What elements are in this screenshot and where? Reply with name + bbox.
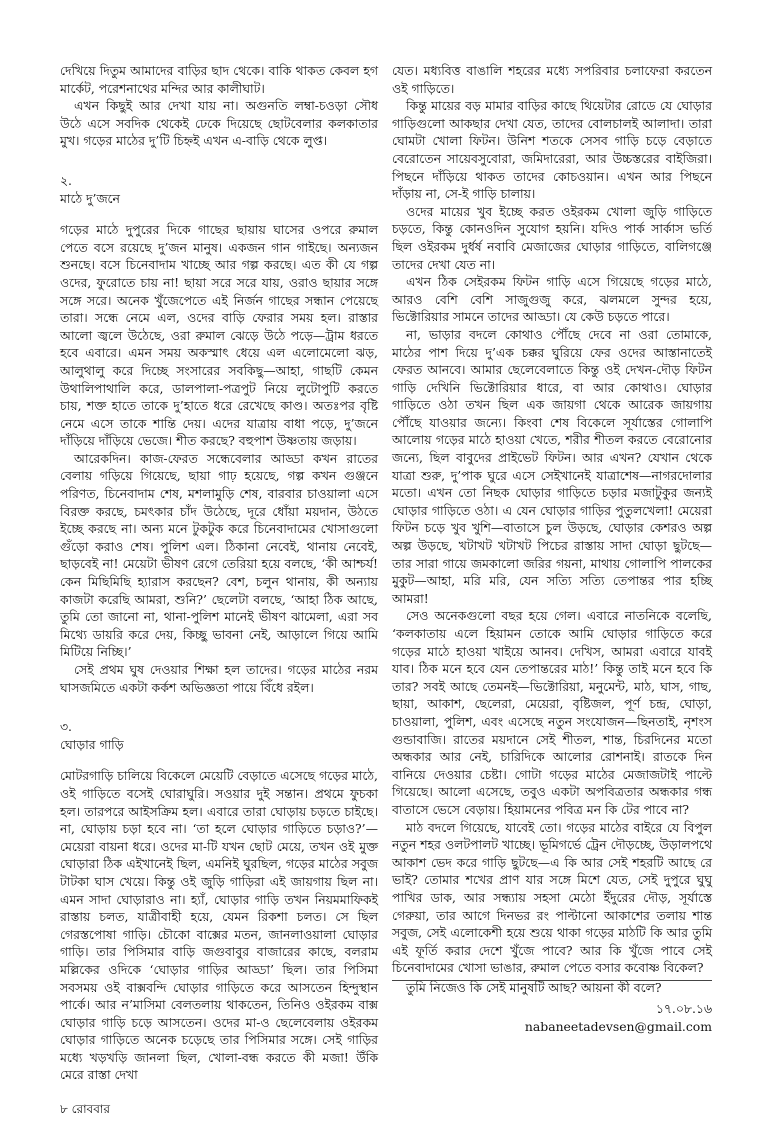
section-title: মাঠে দু’জনে — [60, 190, 120, 206]
section-number: ২. — [60, 172, 72, 188]
paragraph: গড়ের মাঠে দুপুরের দিকে গাছের ছায়ায় ঘাসের ওপরে রুমাল পেতে বসে রয়েছে দু’জন মানুষ। একজন গান গাইছে। অন্যজন শুনছে। বসে চিনেবাদাম খাচ্ছে আর গল্প করছে। এত কী যে গল্প ওদের, ফুরোতে চায় না! ছায়া সরে সরে যায়, ওরাও ছায়ার সঙ্গে সঙ্গে সরে। অনেক খুঁজেপেতে এই নির্জন গাছের সন্ধান পেয়েছে তারা। সন্ধে নেমে এল, ওদের বাড়ি ফেরার সময় হল। রাস্তার আলো জ্বলে উঠেছে, ওরা রুমাল ঝেড়ে উঠে পড়ে—ট্রাম ধরতে হবে এবারে। এমন সময় অকস্মাৎ ধেয়ে এল এলোমেলো ঝড়, আলুথালু করে দিচ্ছে সংসারের সবকিছু—আহা, গাছটি কেমন উথালিপাথালি করে, ডালপালা-পত্রপুট নিয়ে লুটোপুটি করতে চায়, শক্ত হাতে তাকে দু’হাতে ধরে রেখেছে কাণ্ড। অতঃপর বৃষ্টি নেমে এসে তাকে শান্তি দেয়। এদের যাত্রায় বাধা পড়ে, দু’জনে দাঁড়িয়ে দাঁড়িয়ে ভেজে। শীত করছে? বহুপাশ উষ্ণতায় জড়ায়। — [60, 222, 378, 449]
paragraph: না, ভাড়ার বদলে কোথাও পৌঁছে দেবে না ওরা তোমাকে, মাঠের পাশ দিয়ে দু’এক চক্কর ঘুরিয়ে ফের ওদের আস্তানাতেই ফেরত আনবে। আমার ছেলেবেলাতে কিন্তু ওই দেখন-দৌড় ফিটন গাড়ি দেখিনি ভিক্টোরিয়ার ধারে, বা আর কোথাও। ঘোড়ার গাড়িতে ওঠা তখন ছিল এক জায়গা থেকে আরেক জায়গায় পৌঁছে যাওয়ার জন্যে। কিংবা শেষ বিকেলে সূর্যাস্তের গোলাপি আলোয় গড়ের মাঠে হাওয়া খেতে, শরীর শীতল করতে বেরোনোর জন্যে, ছিল বাবুদের প্রাইভেট ফিটন। আর এখন? যেখান থেকে যাত্রা শুরু, দু’পাক ঘুরে এসে সেইখানেই যাত্রাশেষ—নাগরদোলার মতো। এখন তো নিছক ঘোড়ার গাড়িতে চড়ার মজাটুকুর জন্যই ঘোড়ার গাড়িতে ওঠা। এ যেন ঘোড়ার গাড়ির পুতুলখেলা! মেয়েরা ফিটন চড়ে খুব খুশি—বাতাসে চুল উড়ছে, ঘোড়ার কেশরও অল্প অল্প উড়ছে, খটাখট খটাখট পিচের রাস্তায় সাদা ঘোড়া ছুটছে—তার সারা গায়ে জমকালো জরির গয়না, মাথায় গোলাপি পালকের মুকুট—আহা, মরি মরি, যেন সত্যি সত্যি তেপান্তর পার হচ্ছি আমরা! — [392, 326, 712, 606]
paragraph: দেখিয়ে দিতুম আমাদের বাড়ির ছাদ থেকে। বাকি থাকত কেবল হগ মার্কেট, পরেশনাথের মন্দির আর কালীঘাট। — [60, 63, 378, 96]
paragraph: এখন কিছুই আর দেখা যায় না। অগুনতি লম্বা-চওড়া সৌধ উঠে এসে সবদিক থেকেই ঢেকে দিয়েছে ছোটবেলার কলকাতার মুখ। গড়ের মাঠের দু’টি চিহ্নই এখন এ-বাড়ি থেকে লুপ্ত। — [60, 98, 378, 149]
paragraph: মাঠ বদলে গিয়েছে, যাবেই তো। গড়ের মাঠের বাইরে যে বিপুল নতুন শহর ওলটপালট খাচ্ছে। ভূমিগর্ভে ট্রেন দৌড়চ্ছে, উড়ালপথে আকাশ ভেদ করে গাড়ি ছুটছে—এ কি আর সেই শহরটি আছে রে ভাই? তোমার শখের প্রাণ যার সঙ্গে মিশে যেত, সেই দুপুরে ঘুঘু পাখির ডাক, আর সন্ধ্যায় সহসা মেঠো ইঁদুরের দৌড়, সূর্যাস্তে গেরুয়া, তার আগে দিনভর রং পাল্টানো আকাশের তলায় শান্ত সবুজ, সেই এলোকেশী হয়ে শুয়ে থাকা গড়ের মাঠটি কি আর তুমি এই ফূর্তি করার দেশে খুঁজে পাবে? আর কি খুঁজে পাবে সেই চিনেবাদামের খোসা ভাঙার, রুমাল পেতে বসার কবোষ্ণ বিকেল? — [392, 819, 712, 976]
paragraph: এখন ঠিক সেইরকম ফিটন গাড়ি এসে গিয়েছে গড়ের মাঠে, আরও বেশি বেশি সাজুগুজু করে, ঝলমলে সুন্দর হয়ে, ভিক্টোরিয়ার সামনে তাদের আড্ডা। যে কেউ চড়তে পারে। — [392, 274, 712, 325]
left-column — [60, 62, 378, 1084]
article-date: ১৭.০৮.১৬ — [655, 1001, 712, 1017]
paragraph: সেই প্রথম ঘুষ দেওয়ার শিক্ষা হল তাদের। গড়ের মাঠের নরম ঘাসজমিতে একটা কর্কশ অভিজ্ঞতা পায়ে বিঁধে রইল। — [60, 662, 378, 695]
divider — [392, 980, 712, 981]
right-column — [392, 62, 712, 1036]
section-number: ৩. — [60, 719, 72, 735]
paragraph: কিন্তু মায়ের বড় মামার বাড়ির কাছে থিয়েটার রোডে যে ঘোড়ার গাড়িগুলো আকছার দেখা যেত, তাদের বোলচালই আলাদা। তারা ঘোমটা খোলা ফিটন। উনিশ শতকে সেসব গাড়ি চড়ে বেড়াতে বেরোতেন সায়েবসুবোরা, জমিদারেরা, আর উচ্চস্তরের বাইজিরা। পিছনে দাঁড়িয়ে থাকত তাদের কোচওয়ান। এখন আর পিছনে দাঁড়ায় না, সে-ই গাড়ি চালায়। — [392, 98, 712, 202]
author-email: nabaneetadevsen@gmail.com — [524, 1019, 712, 1035]
paragraph: ওদের মায়ের খুব ইচ্ছে করত ওইরকম খোলা জুড়ি গাড়িতে চড়তে, কিন্তু কোনওদিন সুযোগ হয়নি। যদিও পার্ক সার্কাস ভর্তি ছিল ওইরকম দুর্ধর্ষ নবাবি মেজাজের ঘোড়ার গাড়িতে, বালিগঞ্জে তাদের দেখা যেত না। — [392, 203, 712, 272]
closing-block — [392, 979, 712, 997]
paragraph: আরেকদিন। কাজ-ফেরত সন্ধেবেলার আড্ডা কখন রাতের বেলায় গড়িয়ে গিয়েছে, ছায়া গাঢ় হয়েছে, গল্প কখন গুঞ্জনে পরিণত, চিনেবাদাম শেষ, মশলামুড়ি শেষ, বারবার চাওয়ালা এসে বিরক্ত করছে, চমৎকার চাঁদ উঠেছে, দূরে ধোঁয়া ময়দান, উঠতে ইচ্ছে করছে না। অন্য মনে টুকটুক করে চিনেবাদামের খোসাগুলো গুঁড়ো করাও শেষ। পুলিশ এল। ঠিকানা নেবেই, থানায় নেবেই, ছাড়বেই না! মেয়েটা ভীষণ রেগে তেরিয়া হয়ে বলছে, ‘কী আশ্চর্য! কেন মিছিমিছি হ্যারাস করছেন? বেশ, চলুন থানায়, কী অন্যায় কাজটা করেছি আমরা, শুনি?’ ছেলেটা বলছে, ‘আহা ঠিক আছে, তুমি তো জানো না, থানা-পুলিশ মানেই ভীষণ ঝামেলা, এরা সব মিথ্যে ডায়রি করে দেয়, কিচ্ছু ভাবনা নেই, আড়ালে গিয়ে আমি মিটিয়ে নিচ্ছি।’ — [60, 450, 378, 660]
paragraph: সেও অনেকগুলো বছর হয়ে গেল। এবারে নাতনিকে বলেছি, ‘কলকাতায় এলে হিয়ামন তোকে আমি ঘোড়ার গাড়িতে করে গড়ের মাঠে হাওয়া খাইয়ে আনব। দেখিস, আমরা এবারে যাবই যাব। ঠিক মনে হবে যেন তেপান্তরের মাঠ!’ কিন্তু তাই মনে হবে কি তার? সবই আছে তেমনই—ভিক্টোরিয়া, মনুমেন্ট, মাঠ, ঘাস, গাছ, ছায়া, আকাশ, ছেলেরা, মেয়েরা, বৃষ্টিজল, পূর্ণ চন্দ্র, ঘোড়া, চাওয়ালা, পুলিশ, এবং এসেছে নতুন সংযোজন—ছিনতাই, নৃশংস গুন্ডাবাজি। রাতের ময়দানে সেই শীতল, শান্ত, চিরদিনের মতো অন্ধকার আর নেই, চারিদিকে আলোর রোশনাই। রাতকে দিন বানিয়ে দেওয়ার চেষ্টা। গোটা গড়ের মাঠের মেজাজটাই পাল্টে গিয়েছে। আলো এসেছে, তবুও একটা অপবিত্রতার অন্ধকার গন্ধ বাতাসে ভেসে বেড়ায়। হিয়ামনের পবিত্র মন কি টের পাবে না? — [392, 608, 712, 817]
section-title: ঘোড়ার গাড়ি — [60, 736, 124, 752]
page-footer: ৮ রোববার — [60, 1102, 110, 1116]
closing-line: তুমি নিজেও কি সেই মানুষটি আছ? আয়না কী বলে? — [406, 979, 662, 995]
paragraph: মোটরগাড়ি চালিয়ে বিকেলে মেয়েটি বেড়াতে এসেছে গড়ের মাঠে, ওই গাড়িতে বসেই ঘোরাঘুরি। সওয়ার দুই সন্তান। প্রথমে ফুচকা হল। তারপরে আইসক্রিম হল। এবারে তারা ঘোড়ায় চড়তে চাইছে। না, ঘোড়ায় চড়া হবে না। ‘তা হলে ঘোড়ার গাড়িতে চড়াও?’—মেয়েরা বায়না ধরে। ওদের মা-টি যখন ছোট মেয়ে, তখন ওই মুক্ত ঘোড়ারা ঠিক এইখানেই ছিল, এমনিই ঘুরছিল, গড়ের মাঠের সবুজ টাটকা ঘাস খেয়ে। কিন্তু ওই জুড়ি গাড়িরা এই জায়গায় ছিল না। এমন সাদা ঘোড়ারাও না। হ্যাঁ, ঘোড়ার গাড়ি তখন নিয়মমাফিকই রাস্তায় চলত, যাত্রীবাহী হয়ে, যেমন রিকশা চলত। সে ছিল গেরস্তপোষা গাড়ি। চৌকো বাক্সের মতন, জানলাওয়ালা ঘোড়ার গাড়ি। তার পিসিমার বাড়ি জগুবাবুর বাজারের কাছে, বলরাম মল্লিকের ওদিকে ‘ঘোড়ার গাড়ির আড্ডা’ ছিল। তার পিসিমা সবসময় ওই বাক্সবন্দি ঘোড়ার গাড়িতে করে আসতেন হিন্দুস্থান পার্কে। আর ন’মাসিমা বেলতলায় থাকতেন, তিনিও ওইরকম বাক্স ঘোড়ার গাড়ি চড়ে আসতেন। ওদের মা-ও ছেলেবেলায় ওইরকম ঘোড়ার গাড়িতে অনেক চড়েছে তার পিসিমার সঙ্গে। সেই গাড়ির মধ্যে খড়খড়ি জানলা ছিল, খোলা-বন্ধ করতে কী মজা! উঁকি মেরে রাস্তা দেখা — [60, 768, 378, 1083]
paragraph: যেত। মধ্যবিত্ত বাঙালি শহরের মধ্যে সপরিবার চলাফেরা করতেন ওই গাড়িতে। — [392, 63, 712, 96]
